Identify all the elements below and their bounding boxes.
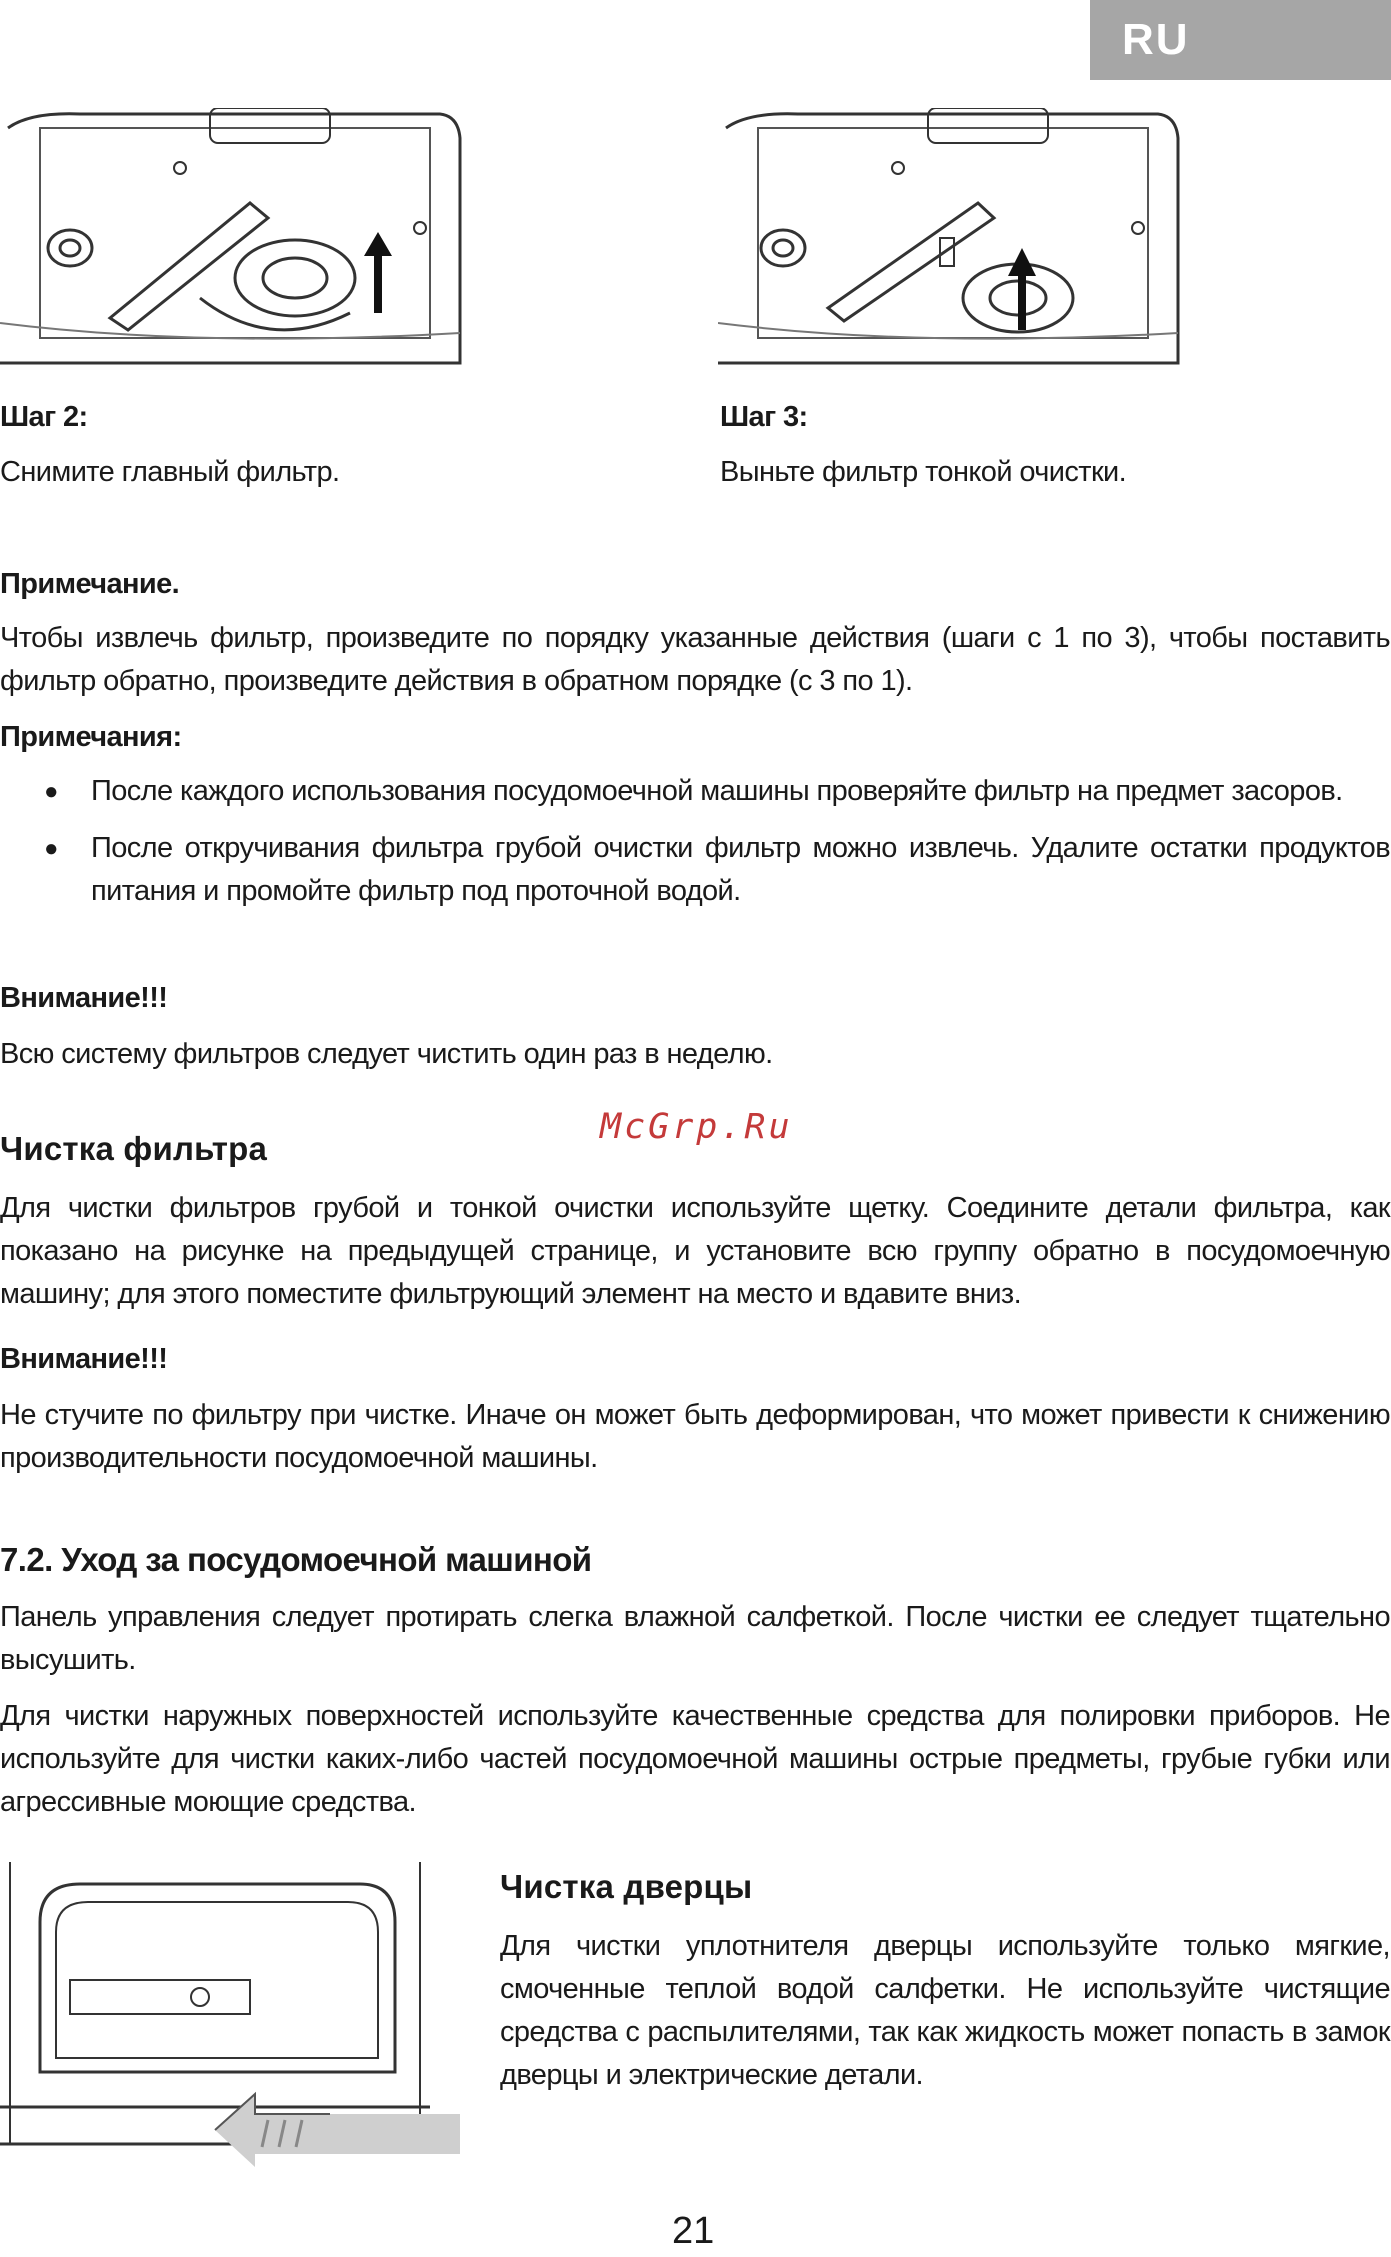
step2-filter-illustration	[0, 108, 465, 370]
warning2-title: Внимание!!!	[0, 1343, 168, 1375]
filter-cleaning-heading: Чистка фильтра	[0, 1130, 268, 1167]
page-number: 21	[672, 2210, 715, 2252]
filter-cleaning-text: Для чистки фильтров грубой и тонкой очистки используйте щетку. Соедините детали фильтра, как показано на рисунке на предыдущей странице, и установите всю группу обратно в посудомоечную машину; для этого поместите фильтрующий элемент на место и вдавите вниз.	[0, 1192, 1390, 1310]
language-tab: RU	[1090, 0, 1391, 80]
warning1-text: Всю систему фильтров следует чистить один раз в неделю.	[0, 1038, 773, 1070]
step3-text: Выньте фильтр тонкой очистки.	[720, 456, 1127, 488]
care-paragraph-1: Панель управления следует протирать слегка влажной салфеткой. После чистки ее следует тщательно высушить.	[0, 1601, 1390, 1676]
notes-item: ● После откручивания фильтра грубой очистки фильтр можно извлечь. Удалите остатки продуктов питания и промойте фильтр под проточной водой.	[0, 827, 1390, 913]
note-text: Чтобы извлечь фильтр, произведите по порядку указанные действия (шаги с 1 по 3), чтобы поставить фильтр обратно, произведите действия в обратном порядке (с 3 по 1).	[0, 622, 1390, 697]
door-cleaning-heading: Чистка дверцы	[500, 1868, 753, 1905]
notes-title: Примечания:	[0, 721, 182, 753]
care-paragraph-2: Для чистки наружных поверхностей используйте качественные средства для полировки приборов. Не используйте для чистки каких-либо частей посудомоечной машины острые предметы, грубые губки или агрессивные моющие средства.	[0, 1700, 1390, 1818]
door-cleaning-text: Для чистки уплотнителя дверцы используйте только мягкие, смоченные теплой водой салфетки. Не используйте чистящие средства с распылителями, так как жидкость может попасть в замок дверцы и электрические детали.	[500, 1930, 1390, 2091]
notes-list	[0, 770, 1390, 927]
step2-title: Шаг 2:	[0, 401, 88, 433]
warning1-title: Внимание!!!	[0, 982, 168, 1014]
care-heading: 7.2. Уход за посудомоечной машиной	[0, 1541, 592, 1578]
notes-item: ● После каждого использования посудомоечной машины проверяйте фильтр на предмет засоров.	[0, 770, 1390, 813]
warning2-text: Не стучите по фильтру при чистке. Иначе он может быть деформирован, что может привести к снижению производительности посудомоечной машины.	[0, 1399, 1390, 1474]
watermark: McGrp.Ru	[600, 1107, 793, 1147]
door-cleaning-illustration	[0, 1862, 460, 2182]
note-title: Примечание.	[0, 568, 180, 600]
step2-text: Снимите главный фильтр.	[0, 456, 340, 488]
step3-title: Шаг 3:	[720, 401, 808, 433]
step3-filter-illustration	[718, 108, 1183, 370]
